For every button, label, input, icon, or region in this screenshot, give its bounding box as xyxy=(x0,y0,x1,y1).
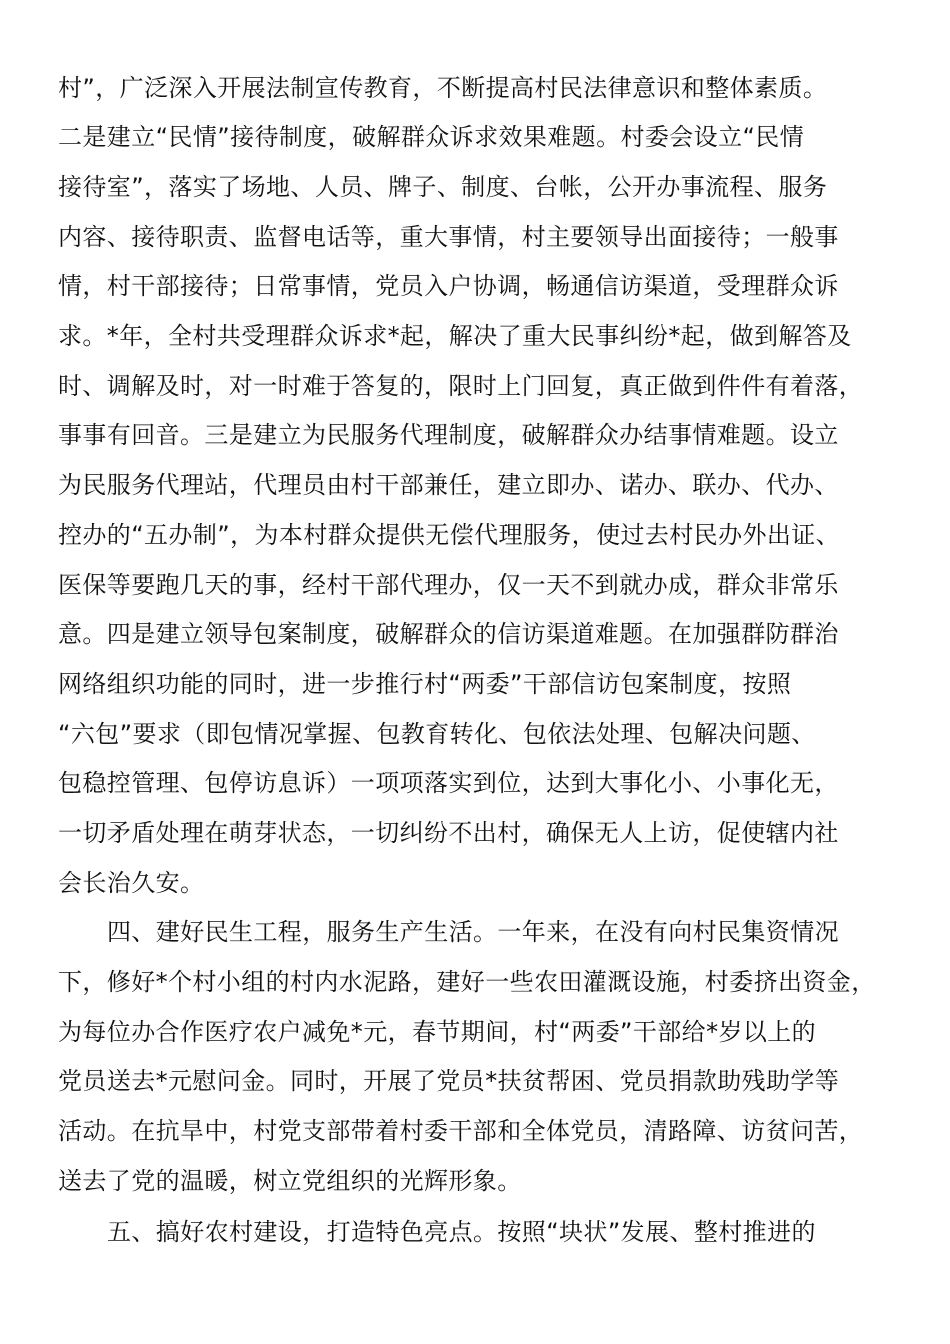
text-line: 为民服务代理站，代理员由村干部兼任，建立即办、诺办、联办、代办、 xyxy=(58,471,839,499)
text-line: “六包”要求（即包情况掌握、包教育转化、包依法处理、包解决问题、 xyxy=(58,720,816,748)
text-line: 内容、接待职责、监督电话等，重大事情，村主要领导出面接待；一般事 xyxy=(58,223,839,251)
text-line: 送去了党的温暖，树立党组织的光辉形象。 xyxy=(58,1167,522,1195)
section-heading-line: 五、搞好农村建设，打造特色亮点。按照“块状”发展、整村推进的 xyxy=(107,1218,816,1246)
section-heading-line: 四、建好民生工程，服务生产生活。一年来，在没有向村民集资情况 xyxy=(107,918,839,946)
text-line: 时、调解及时，对一时难于答复的，限时上门回复，真正做到件件有着落， xyxy=(58,372,864,400)
text-line: 活动。在抗旱中，村党支部带着村委干部和全体党员，清路障、访贫问苦， xyxy=(58,1117,864,1145)
text-line: 党员送去*元慰问金。同时，开展了党员*扶贫帮困、党员捐款助残助学等 xyxy=(58,1067,840,1095)
text-line: 事事有回音。三是建立为民服务代理制度，破解群众办结事情难题。设立 xyxy=(58,421,839,449)
text-line: 会长治久安。 xyxy=(58,869,205,897)
text-line: 求。*年，全村共受理群众诉求*起，解决了重大民事纠纷*起，做到解答及 xyxy=(58,322,852,350)
text-line: 接待室”，落实了场地、人员、牌子、制度、台帐，公开办事流程、服务 xyxy=(58,173,828,201)
text-line: 村”，广泛深入开展法制宣传教育，不断提高村民法律意识和整体素质。 xyxy=(58,74,828,102)
text-line: 意。四是建立领导包案制度，破解群众的信访渠道难题。在加强群防群治 xyxy=(58,620,839,648)
text-line: 一切矛盾处理在萌芽状态，一切纠纷不出村，确保无人上访，促使辖内社 xyxy=(58,819,839,847)
text-line: 为每位办合作医疗农户减免*元，春节期间，村“两委”干部给*岁以上的 xyxy=(58,1018,817,1046)
text-line: 控办的“五办制”，为本村群众提供无偿代理服务，使过去村民办外出证、 xyxy=(58,521,841,549)
text-line: 包稳控管理、包停访息诉）一项项落实到位，达到大事化小、小事化无， xyxy=(58,769,839,797)
text-line: 医保等要跑几天的事，经村干部代理办，仅一天不到就办成，群众非常乐 xyxy=(58,571,839,599)
text-line: 情，村干部接待；日常事情，党员入户协调，畅通信访渠道，受理群众诉 xyxy=(58,272,839,300)
text-line: 下，修好*个村小组的村内水泥路，建好一些农田灌溉设施，村委挤出资金， xyxy=(58,968,876,996)
text-line: 网络组织功能的同时，进一步推行村“两委”干部信访包案制度，按照 xyxy=(58,670,792,698)
text-line: 二是建立“民情”接待制度，破解群众诉求效果难题。村委会设立“民情 xyxy=(58,123,805,151)
